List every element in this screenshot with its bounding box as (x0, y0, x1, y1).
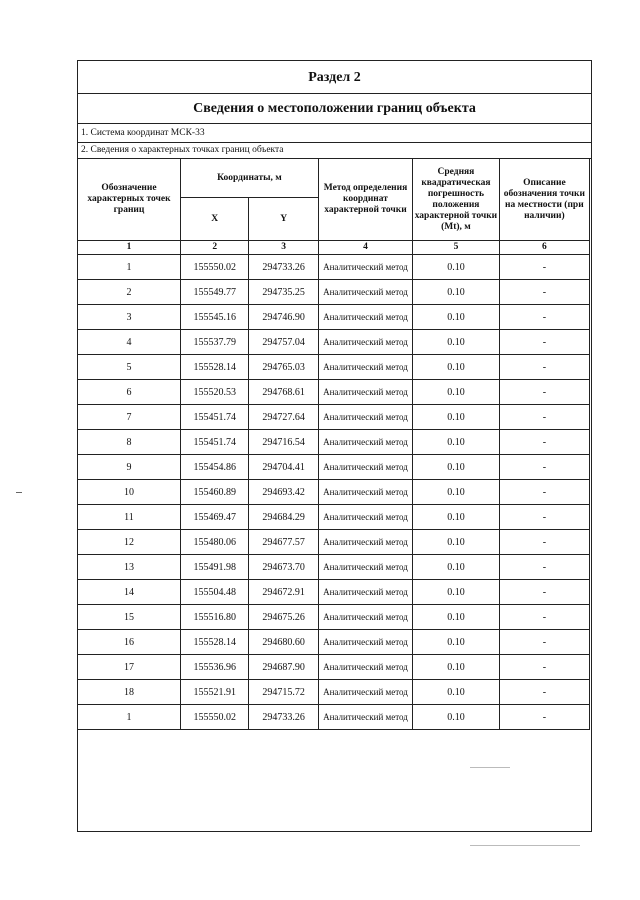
header-y: Y (249, 198, 318, 241)
cell-point: 12 (78, 530, 181, 555)
document-sheet (77, 60, 592, 832)
cell-point: 4 (78, 330, 181, 355)
cell-mt: 0.10 (413, 280, 500, 305)
column-number: 5 (413, 241, 500, 255)
cell-description: - (499, 555, 589, 580)
cell-mt: 0.10 (413, 705, 500, 730)
scan-mark (16, 492, 22, 493)
cell-description: - (499, 280, 589, 305)
cell-mt: 0.10 (413, 255, 500, 280)
cell-mt: 0.10 (413, 480, 500, 505)
cell-x: 155504.48 (181, 580, 249, 605)
cell-y: 294673.70 (249, 555, 318, 580)
cell-point: 11 (78, 505, 181, 530)
table-row (78, 330, 590, 355)
cell-y: 294684.29 (249, 505, 318, 530)
cell-description: - (499, 655, 589, 680)
cell-y: 294768.61 (249, 380, 318, 405)
cell-x: 155451.74 (181, 430, 249, 455)
cell-method: Аналитический метод (318, 280, 412, 305)
header-coordinates: Координаты, м (181, 159, 319, 198)
cell-point: 5 (78, 355, 181, 380)
cell-point: 1 (78, 705, 181, 730)
table-row (78, 580, 590, 605)
cell-y: 294746.90 (249, 305, 318, 330)
cell-point: 16 (78, 630, 181, 655)
cell-description: - (499, 605, 589, 630)
cell-y: 294672.91 (249, 580, 318, 605)
header-method: Метод определения координат характерной точки (318, 159, 412, 241)
table-row (78, 630, 590, 655)
coord-system-line: 1. Система координат МСК-33 (78, 124, 591, 143)
header-accuracy: Средняя квадратическая погрешность положения характерной точки (Mt), м (413, 159, 500, 241)
cell-method: Аналитический метод (318, 330, 412, 355)
cell-method: Аналитический метод (318, 630, 412, 655)
cell-method: Аналитический метод (318, 405, 412, 430)
cell-x: 155536.96 (181, 655, 249, 680)
cell-method: Аналитический метод (318, 255, 412, 280)
table-row (78, 430, 590, 455)
cell-x: 155521.91 (181, 680, 249, 705)
cell-mt: 0.10 (413, 355, 500, 380)
cell-y: 294727.64 (249, 405, 318, 430)
table-row (78, 655, 590, 680)
cell-description: - (499, 505, 589, 530)
cell-x: 155454.86 (181, 455, 249, 480)
cell-x: 155528.14 (181, 355, 249, 380)
cell-y: 294680.60 (249, 630, 318, 655)
table-row (78, 680, 590, 705)
cell-method: Аналитический метод (318, 505, 412, 530)
table-row (78, 605, 590, 630)
cell-description: - (499, 380, 589, 405)
cell-x: 155491.98 (181, 555, 249, 580)
cell-mt: 0.10 (413, 555, 500, 580)
cell-method: Аналитический метод (318, 530, 412, 555)
cell-mt: 0.10 (413, 630, 500, 655)
cell-method: Аналитический метод (318, 655, 412, 680)
cell-description: - (499, 405, 589, 430)
column-number: 4 (318, 241, 412, 255)
scan-mark (470, 767, 510, 768)
cell-point: 1 (78, 255, 181, 280)
cell-description: - (499, 255, 589, 280)
cell-method: Аналитический метод (318, 355, 412, 380)
table-row (78, 380, 590, 405)
cell-point: 7 (78, 405, 181, 430)
cell-mt: 0.10 (413, 455, 500, 480)
cell-method: Аналитический метод (318, 430, 412, 455)
table-row (78, 505, 590, 530)
cell-x: 155528.14 (181, 630, 249, 655)
cell-mt: 0.10 (413, 430, 500, 455)
cell-method: Аналитический метод (318, 380, 412, 405)
cell-x: 155460.89 (181, 480, 249, 505)
table-row (78, 305, 590, 330)
cell-description: - (499, 455, 589, 480)
cell-x: 155469.47 (181, 505, 249, 530)
column-number: 1 (78, 241, 181, 255)
cell-method: Аналитический метод (318, 455, 412, 480)
cell-description: - (499, 355, 589, 380)
table-row (78, 280, 590, 305)
cell-y: 294733.26 (249, 705, 318, 730)
cell-mt: 0.10 (413, 505, 500, 530)
cell-point: 13 (78, 555, 181, 580)
column-number: 3 (249, 241, 318, 255)
cell-point: 8 (78, 430, 181, 455)
header-description: Описание обозначения точки на местности (при наличии) (499, 159, 589, 241)
cell-mt: 0.10 (413, 580, 500, 605)
cell-y: 294735.25 (249, 280, 318, 305)
table-row (78, 405, 590, 430)
cell-method: Аналитический метод (318, 680, 412, 705)
cell-description: - (499, 680, 589, 705)
cell-y: 294733.26 (249, 255, 318, 280)
cell-mt: 0.10 (413, 330, 500, 355)
cell-method: Аналитический метод (318, 580, 412, 605)
header-x: X (181, 198, 249, 241)
cell-point: 18 (78, 680, 181, 705)
cell-y: 294716.54 (249, 430, 318, 455)
cell-description: - (499, 630, 589, 655)
cell-description: - (499, 705, 589, 730)
cell-x: 155537.79 (181, 330, 249, 355)
cell-point: 9 (78, 455, 181, 480)
cell-mt: 0.10 (413, 680, 500, 705)
cell-x: 155516.80 (181, 605, 249, 630)
cell-y: 294675.26 (249, 605, 318, 630)
cell-description: - (499, 330, 589, 355)
cell-point: 10 (78, 480, 181, 505)
cell-method: Аналитический метод (318, 605, 412, 630)
cell-point: 17 (78, 655, 181, 680)
table-row (78, 530, 590, 555)
table-row (78, 480, 590, 505)
scan-mark (470, 845, 580, 846)
cell-description: - (499, 480, 589, 505)
cell-y: 294765.03 (249, 355, 318, 380)
cell-description: - (499, 580, 589, 605)
cell-x: 155549.77 (181, 280, 249, 305)
cell-point: 14 (78, 580, 181, 605)
cell-mt: 0.10 (413, 405, 500, 430)
section-title: Раздел 2 (78, 61, 591, 94)
cell-description: - (499, 530, 589, 555)
table-row (78, 555, 590, 580)
cell-method: Аналитический метод (318, 480, 412, 505)
cell-y: 294715.72 (249, 680, 318, 705)
cell-x: 155451.74 (181, 405, 249, 430)
cell-description: - (499, 430, 589, 455)
header-point-name: Обозначение характерных точек границ (78, 159, 181, 241)
cell-method: Аналитический метод (318, 555, 412, 580)
document-title: Сведения о местоположении границ объекта (78, 94, 591, 124)
cell-y: 294693.42 (249, 480, 318, 505)
cell-mt: 0.10 (413, 380, 500, 405)
cell-x: 155550.02 (181, 705, 249, 730)
table-row (78, 255, 590, 280)
cell-point: 2 (78, 280, 181, 305)
cell-x: 155545.16 (181, 305, 249, 330)
table-row (78, 455, 590, 480)
table-row (78, 705, 590, 730)
cell-method: Аналитический метод (318, 705, 412, 730)
cell-point: 6 (78, 380, 181, 405)
column-number: 2 (181, 241, 249, 255)
cell-point: 3 (78, 305, 181, 330)
boundary-points-table (77, 158, 590, 730)
cell-description: - (499, 305, 589, 330)
column-number: 6 (499, 241, 589, 255)
cell-y: 294677.57 (249, 530, 318, 555)
cell-mt: 0.10 (413, 655, 500, 680)
cell-mt: 0.10 (413, 605, 500, 630)
cell-method: Аналитический метод (318, 305, 412, 330)
cell-y: 294687.90 (249, 655, 318, 680)
cell-x: 155520.53 (181, 380, 249, 405)
cell-mt: 0.10 (413, 530, 500, 555)
points-section-line: 2. Сведения о характерных точках границ объекта (78, 143, 591, 159)
cell-x: 155480.06 (181, 530, 249, 555)
cell-point: 15 (78, 605, 181, 630)
table-row (78, 355, 590, 380)
cell-x: 155550.02 (181, 255, 249, 280)
cell-y: 294704.41 (249, 455, 318, 480)
cell-mt: 0.10 (413, 305, 500, 330)
cell-y: 294757.04 (249, 330, 318, 355)
